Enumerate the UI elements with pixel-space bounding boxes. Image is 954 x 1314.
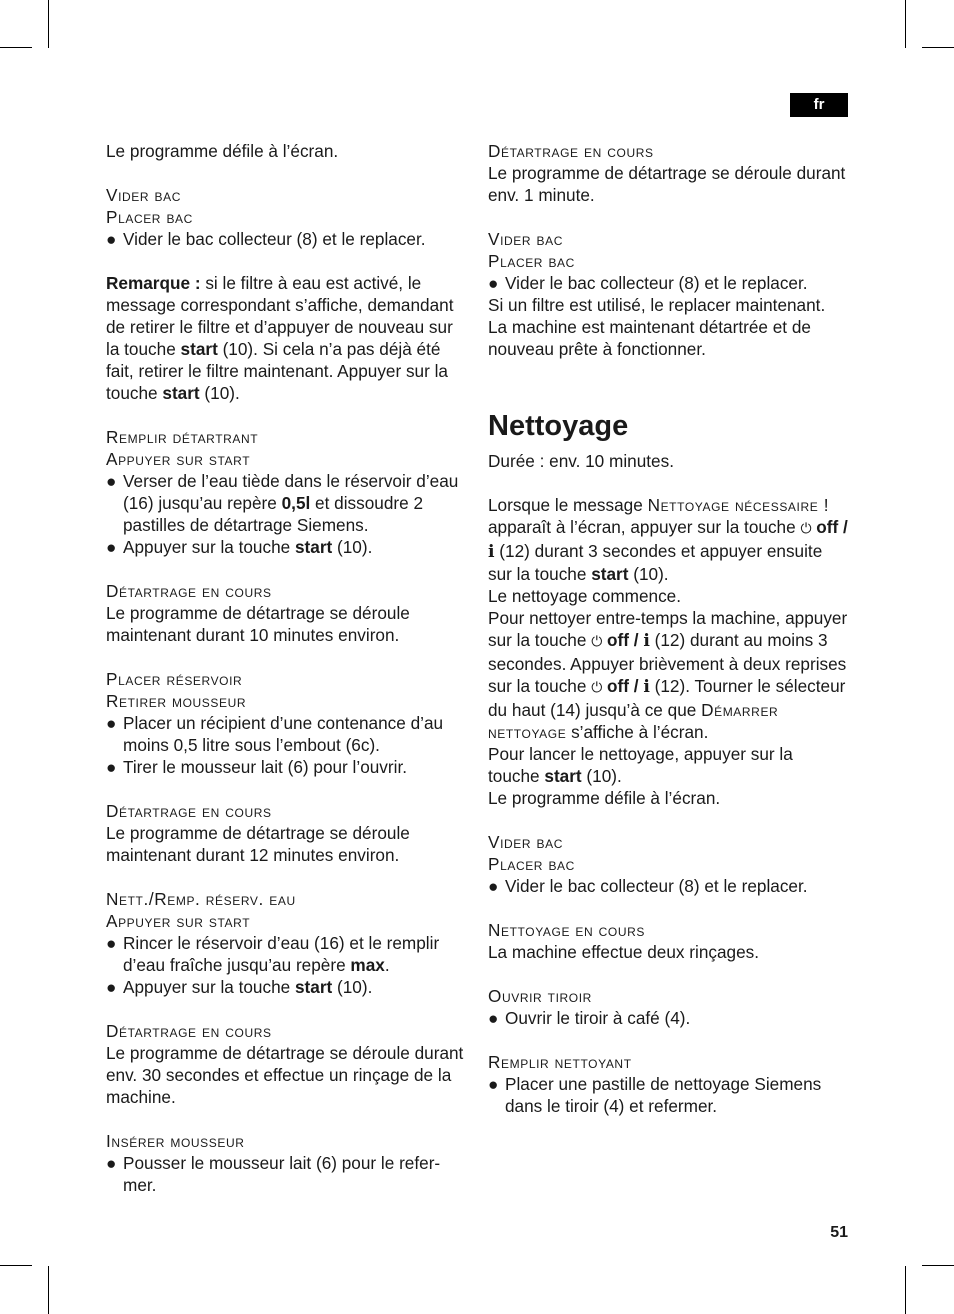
- power-icon: ⏻: [591, 634, 603, 650]
- bullet-icon: ●: [106, 757, 117, 777]
- paragraph: Le programme défile à l’écran.: [106, 141, 339, 161]
- bullet-text: Placer une pastille de nettoyage Siemens dans le tiroir (4) et refermer.: [505, 1074, 822, 1116]
- bullet-text: (10).: [332, 977, 373, 997]
- paragraph: Durée : env. 10 minutes.: [488, 451, 674, 471]
- text: Pour nettoyer entre-temps la machine, appuyer sur la touche: [488, 608, 848, 650]
- paragraph: Le programme de détartrage se déroule maintenant durant 10 minutes environ.: [106, 603, 410, 645]
- paragraph: Le programme défile à l’écran.: [488, 788, 721, 808]
- key-label: off /: [607, 630, 644, 650]
- paragraph: [488, 494, 848, 585]
- bullet-text: Appuyer sur la touche: [123, 977, 295, 997]
- display-message: Appuyer sur start: [106, 911, 251, 931]
- crop-mark: [48, 1266, 49, 1314]
- display-message: Insérer mousseur: [106, 1131, 245, 1151]
- text: Lorsque le message: [488, 495, 648, 515]
- note-paragraph: [106, 272, 466, 404]
- crop-mark: [922, 1265, 954, 1266]
- start-key: start: [294, 977, 333, 997]
- bullet-item: [106, 756, 466, 778]
- bullet-text: Ouvrir le tiroir à café (4).: [505, 1008, 691, 1028]
- bullet-item: [106, 470, 466, 536]
- paragraph: Le programme de détartrage se déroule maintenant durant 12 minutes environ.: [106, 823, 410, 865]
- bullet-item: [106, 536, 466, 558]
- display-message: Placer bac: [488, 251, 575, 271]
- display-message: Retirer mousseur: [106, 691, 247, 711]
- power-icon: ⏻: [591, 680, 603, 696]
- start-key: start: [162, 383, 200, 403]
- crop-mark: [0, 1265, 32, 1266]
- display-message: Remplir nettoyant: [488, 1052, 632, 1072]
- display-message: Nettoyage nécessaire !: [647, 495, 830, 515]
- section-title: Nettoyage: [488, 410, 629, 442]
- display-message: Nett./Remp. réserv. eau: [106, 889, 296, 909]
- display-message: Détartrage en cours: [106, 801, 272, 821]
- info-icon: i: [643, 631, 650, 651]
- paragraph: Le programme de détartrage se déroule durant env. 30 secondes et effectue un rinçage de la machine.: [106, 1043, 464, 1107]
- note-label: Remarque :: [106, 273, 201, 293]
- bullet-text: Verser de l’eau tiède dans le réservoir d’eau (16) jusqu’au repère: [123, 471, 459, 513]
- crop-mark: [48, 0, 49, 48]
- text: apparaît à l’écran, appuyer sur la touche: [488, 517, 801, 537]
- paragraph: Le nettoyage commence.: [488, 586, 681, 606]
- display-message: Détartrage en cours: [106, 1021, 272, 1041]
- bullet-item: [106, 228, 466, 250]
- paragraph: [488, 607, 848, 743]
- bullet-item: [488, 1073, 848, 1117]
- text: (12) durant au moins 3 secondes. Appuyer brièvement à deux reprises sur la touche: [488, 630, 847, 696]
- bullet-icon: ●: [106, 933, 117, 953]
- bullet-icon: ●: [488, 273, 499, 293]
- bullet-item: [106, 712, 466, 756]
- paragraph: Si un filtre est utilisé, le replacer maintenant. La machine est maintenant détartrée et de nouveau prête à fonctionner.: [488, 295, 826, 359]
- bullet-text: et dissoudre 2 pastilles de détartrage Siemens.: [123, 493, 424, 535]
- note-text: (10). Si cela n’a pas déjà été fait, retirer le filtre maintenant. Appuyer sur la touche: [106, 339, 448, 403]
- bullet-icon: ●: [106, 1153, 117, 1173]
- text: (12) durant 3 secondes et appuyer ensuite sur la touche: [488, 541, 823, 584]
- display-message: Remplir détartrant: [106, 427, 259, 447]
- bullet-text: (10).: [332, 537, 373, 557]
- bullet-icon: ●: [106, 229, 117, 249]
- bullet-icon: ●: [106, 537, 117, 557]
- note-text: (10).: [199, 383, 240, 403]
- start-key: start: [180, 339, 218, 359]
- start-key: start: [544, 766, 582, 786]
- bullet-text: Appuyer sur la touche: [123, 537, 295, 557]
- paragraph: [488, 743, 848, 787]
- bullet-text: Vider le bac collecteur (8) et le replacer.: [505, 876, 808, 896]
- display-message: Détartrage en cours: [106, 581, 272, 601]
- language-badge: fr: [790, 93, 848, 117]
- bullet-item: [106, 1152, 466, 1196]
- bullet-icon: ●: [488, 876, 499, 896]
- display-message: Placer bac: [488, 854, 575, 874]
- off-i-key: [607, 630, 650, 650]
- display-message: Nettoyage en cours: [488, 920, 646, 940]
- display-message: Vider bac: [488, 832, 563, 852]
- key-label: off /: [607, 676, 644, 696]
- bullet-item: [488, 272, 848, 294]
- bullet-text: Pousser le mousseur lait (6) pour le refermer.: [123, 1153, 441, 1195]
- start-key: start: [591, 564, 629, 584]
- key-label: off /: [816, 517, 848, 537]
- off-i-key: [607, 676, 650, 696]
- power-icon: ⏻: [800, 521, 812, 537]
- bullet-item: [106, 932, 466, 976]
- text: (10).: [581, 766, 622, 786]
- bullet-item: [488, 1007, 848, 1029]
- text: (10).: [628, 564, 669, 584]
- info-icon: i: [643, 677, 650, 697]
- display-message: Démarrer nettoyage: [488, 700, 779, 742]
- display-message: Placer bac: [106, 207, 193, 227]
- display-message: Ouvrir tiroir: [488, 986, 592, 1006]
- right-column: [488, 140, 848, 1117]
- display-message: Vider bac: [106, 185, 181, 205]
- bullet-icon: ●: [106, 977, 117, 997]
- bullet-text: .: [384, 955, 390, 975]
- paragraph: La machine effectue deux rinçages.: [488, 942, 760, 962]
- crop-mark: [0, 47, 32, 48]
- bullet-text: Tirer le mousseur lait (6) pour l’ouvrir.: [123, 757, 407, 777]
- bullet-text: Vider le bac collecteur (8) et le replacer.: [123, 229, 426, 249]
- display-message: Détartrage en cours: [488, 141, 654, 161]
- bold-text: 0,5l: [281, 493, 311, 513]
- text: (12). Tourner le sélecteur du haut (14) jusqu’à ce que: [488, 676, 846, 720]
- crop-mark: [922, 47, 954, 48]
- bold-text: max: [350, 955, 385, 975]
- text: s’affiche à l’écran.: [566, 722, 709, 742]
- note-text: si le filtre à eau est activé, le message correspondant s’affiche, demandant de retirer le filtre et d’appuyer de nouveau sur la touche: [106, 273, 454, 359]
- bullet-item: [106, 976, 466, 998]
- crop-mark: [905, 0, 906, 48]
- crop-mark: [905, 1266, 906, 1314]
- bullet-text: Placer un récipient d’une contenance d’au moins 0,5 litre sous l’embout (6c).: [123, 713, 444, 755]
- bullet-item: [488, 875, 848, 897]
- page-number: 51: [830, 1224, 848, 1241]
- bullet-icon: ●: [488, 1074, 499, 1094]
- display-message: Vider bac: [488, 229, 563, 249]
- paragraph: Le programme de détartrage se déroule durant env. 1 minute.: [488, 163, 846, 205]
- start-key: start: [294, 537, 333, 557]
- info-icon: i: [488, 542, 495, 562]
- bullet-icon: ●: [106, 471, 117, 491]
- bullet-icon: ●: [488, 1008, 499, 1028]
- bullet-icon: ●: [106, 713, 117, 733]
- bullet-text: Vider le bac collecteur (8) et le replacer.: [505, 273, 808, 293]
- display-message: Placer réservoir: [106, 669, 243, 689]
- left-column: [106, 140, 466, 1196]
- text: Pour lancer le nettoyage, appuyer sur la touche: [488, 744, 793, 786]
- display-message: Appuyer sur start: [106, 449, 251, 469]
- bullet-text: Rincer le réservoir d’eau (16) et le remplir d’eau fraîche jusqu’au repère: [123, 933, 440, 975]
